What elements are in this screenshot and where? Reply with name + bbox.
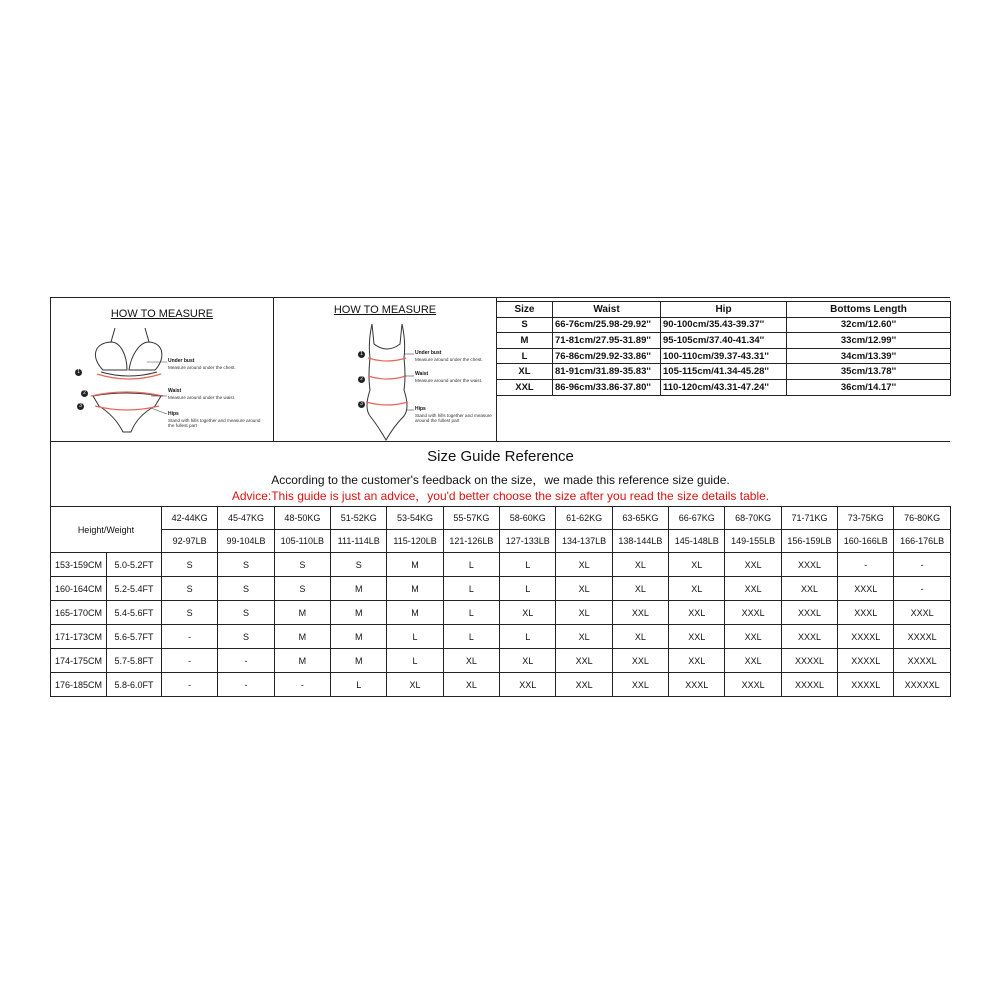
- size-cell: XXL: [725, 649, 781, 673]
- measure-cell: 33cm/12.99'': [787, 333, 951, 349]
- size-cell: XXXL: [894, 601, 950, 625]
- measure-cell: 95-105cm/37.40-41.34'': [661, 333, 787, 349]
- height-cm-cell: 165-170CM: [51, 601, 107, 625]
- weight-lb-header: 138-144LB: [612, 530, 668, 553]
- size-cell: -: [162, 649, 218, 673]
- table-row: [497, 348, 951, 364]
- measure-cell: 81-91cm/31.89-35.83'': [553, 364, 661, 380]
- size-cell: XXXXL: [838, 649, 894, 673]
- size-cell: XXL: [556, 649, 612, 673]
- measure-cell: S: [497, 317, 553, 333]
- note-waist: Waist Measure around under the waist.: [168, 388, 236, 400]
- size-cell: XXXL: [838, 601, 894, 625]
- size-cell: -: [894, 553, 950, 577]
- weight-lb-header: 156-159LB: [781, 530, 837, 553]
- size-cell: XXL: [612, 649, 668, 673]
- size-cell: XXXL: [781, 625, 837, 649]
- measure-cell: 76-86cm/29.92-33.86'': [553, 348, 661, 364]
- note-under-bust: Under bust Measure around under the chest.: [415, 350, 483, 362]
- marker-1: 1: [75, 369, 82, 376]
- measure-cell: L: [497, 348, 553, 364]
- marker-2: 2: [81, 390, 88, 397]
- size-guide-advice: Advice:This guide is just an advice，you'd better choose the size after you read the size details table.: [231, 489, 770, 503]
- weight-kg-header: 42-44KG: [162, 507, 218, 530]
- measure-cell: 71-81cm/27.95-31.89'': [553, 333, 661, 349]
- size-cell: XXL: [725, 625, 781, 649]
- weight-kg-header: 71-71KG: [781, 507, 837, 530]
- weight-kg-header: 55-57KG: [443, 507, 499, 530]
- kg-header-row: [51, 507, 951, 530]
- height-cm-cell: 153-159CM: [51, 553, 107, 577]
- weight-lb-header: 111-114LB: [331, 530, 387, 553]
- size-cell: -: [838, 553, 894, 577]
- size-cell: XXL: [725, 553, 781, 577]
- lb-header-row: [51, 530, 951, 553]
- height-ft-cell: 5.2-5.4FT: [107, 577, 162, 601]
- measure-cell: XXL: [497, 379, 553, 395]
- table-row: [51, 577, 951, 601]
- size-cell: M: [331, 649, 387, 673]
- size-cell: XL: [669, 553, 725, 577]
- height-cm-cell: 171-173CM: [51, 625, 107, 649]
- note-hips: Hips Stand with hills together and measure around the fullest part: [168, 411, 261, 429]
- table-row: [497, 364, 951, 380]
- size-cell: XL: [612, 625, 668, 649]
- table-row: [51, 601, 951, 625]
- measure-cell: 86-96cm/33.86-37.80'': [553, 379, 661, 395]
- size-cell: XXXL: [725, 601, 781, 625]
- measure-header-1: Waist: [553, 302, 661, 318]
- measure-cell: 105-115cm/41.34-45.28'': [661, 364, 787, 380]
- size-cell: -: [894, 577, 950, 601]
- note-hips: Hips Stand with hills together and measure around the fullest part: [415, 406, 492, 424]
- size-cell: XXL: [781, 577, 837, 601]
- weight-kg-header: 63-65KG: [612, 507, 668, 530]
- height-weight-label: Height/Weight: [51, 507, 162, 553]
- size-cell: XL: [500, 601, 556, 625]
- measure-cell: 110-120cm/43.31-47.24'': [661, 379, 787, 395]
- size-cell: L: [387, 649, 443, 673]
- size-cell: XXXXL: [894, 649, 950, 673]
- weight-kg-header: 61-62KG: [556, 507, 612, 530]
- weight-kg-header: 68-70KG: [725, 507, 781, 530]
- table-row: [51, 553, 951, 577]
- size-cell: XXL: [556, 673, 612, 697]
- measure-header-2: Hip: [661, 302, 787, 318]
- size-cell: M: [331, 625, 387, 649]
- weight-lb-header: 145-148LB: [669, 530, 725, 553]
- size-cell: XL: [387, 673, 443, 697]
- size-cell: XXXXL: [781, 673, 837, 697]
- size-cell: XL: [556, 577, 612, 601]
- how-to-measure-title: HOW TO MEASURE: [110, 308, 214, 320]
- size-cell: XXXXXL: [894, 673, 950, 697]
- weight-kg-header: 58-60KG: [500, 507, 556, 530]
- size-cell: XL: [669, 577, 725, 601]
- measure-cell: XL: [497, 364, 553, 380]
- measure-cell: 100-110cm/39.37-43.31'': [661, 348, 787, 364]
- size-cell: XXL: [669, 625, 725, 649]
- size-cell: XXXL: [725, 673, 781, 697]
- measurements-panel: [496, 297, 950, 442]
- size-cell: -: [274, 673, 330, 697]
- weight-kg-header: 51-52KG: [331, 507, 387, 530]
- size-cell: S: [162, 601, 218, 625]
- weight-lb-header: 149-155LB: [725, 530, 781, 553]
- size-cell: L: [500, 553, 556, 577]
- size-cell: XXXXL: [781, 649, 837, 673]
- size-cell: -: [162, 673, 218, 697]
- size-chart-sheet: [50, 297, 950, 699]
- height-ft-cell: 5.4-5.6FT: [107, 601, 162, 625]
- size-cell: XL: [556, 601, 612, 625]
- measure-panel-onepiece: [273, 297, 497, 442]
- weight-lb-header: 160-166LB: [838, 530, 894, 553]
- size-cell: -: [162, 625, 218, 649]
- height-ft-cell: 5.6-5.7FT: [107, 625, 162, 649]
- table-row: [51, 649, 951, 673]
- size-cell: S: [162, 553, 218, 577]
- size-cell: XXXL: [781, 601, 837, 625]
- table-row: [497, 317, 951, 333]
- size-guide-header: [50, 441, 950, 507]
- marker-3: 3: [77, 403, 84, 410]
- note-under-bust: Under bust Measure around under the chest.: [168, 358, 236, 370]
- measure-header-0: Size: [497, 302, 553, 318]
- size-cell: XL: [612, 577, 668, 601]
- size-cell: M: [331, 577, 387, 601]
- weight-lb-header: 115-120LB: [387, 530, 443, 553]
- size-cell: S: [218, 601, 274, 625]
- height-ft-cell: 5.7-5.8FT: [107, 649, 162, 673]
- size-cell: L: [500, 625, 556, 649]
- size-cell: XXL: [612, 601, 668, 625]
- size-guide-subtitle: According to the customer's feedback on the size，we made this reference size guide.: [271, 473, 730, 487]
- height-cm-cell: 174-175CM: [51, 649, 107, 673]
- size-cell: L: [500, 577, 556, 601]
- size-cell: S: [274, 577, 330, 601]
- size-cell: -: [218, 673, 274, 697]
- size-cell: XXXXL: [838, 625, 894, 649]
- size-cell: M: [274, 601, 330, 625]
- weight-lb-header: 105-110LB: [274, 530, 330, 553]
- weight-kg-header: 53-54KG: [387, 507, 443, 530]
- measure-header-3: Bottoms Length: [787, 302, 951, 318]
- size-cell: L: [443, 553, 499, 577]
- size-cell: S: [218, 577, 274, 601]
- size-cell: M: [274, 649, 330, 673]
- size-guide-title: Size Guide Reference: [427, 448, 574, 465]
- size-cell: XXXXL: [894, 625, 950, 649]
- measure-cell: 90-100cm/35.43-39.37'': [661, 317, 787, 333]
- size-cell: XXXL: [838, 577, 894, 601]
- size-cell: L: [331, 673, 387, 697]
- weight-lb-header: 134-137LB: [556, 530, 612, 553]
- size-cell: S: [274, 553, 330, 577]
- size-cell: XL: [556, 553, 612, 577]
- size-cell: M: [331, 601, 387, 625]
- height-ft-cell: 5.8-6.0FT: [107, 673, 162, 697]
- height-cm-cell: 176-185CM: [51, 673, 107, 697]
- size-cell: L: [443, 577, 499, 601]
- measure-cell: 66-76cm/25.98-29.92'': [553, 317, 661, 333]
- size-cell: S: [218, 553, 274, 577]
- size-cell: L: [443, 601, 499, 625]
- size-cell: XL: [443, 673, 499, 697]
- size-cell: L: [443, 625, 499, 649]
- size-cell: S: [331, 553, 387, 577]
- marker-3: 3: [358, 401, 365, 408]
- height-ft-cell: 5.0-5.2FT: [107, 553, 162, 577]
- size-cell: XXXL: [781, 553, 837, 577]
- weight-kg-header: 66-67KG: [669, 507, 725, 530]
- measurements-table: [496, 301, 951, 396]
- size-cell: XL: [500, 649, 556, 673]
- table-row: [51, 625, 951, 649]
- weight-kg-header: 76-80KG: [894, 507, 950, 530]
- size-cell: XXL: [725, 577, 781, 601]
- measure-cell: M: [497, 333, 553, 349]
- size-cell: XXL: [500, 673, 556, 697]
- measure-cell: 32cm/12.60'': [787, 317, 951, 333]
- marker-1: 1: [358, 351, 365, 358]
- weight-kg-header: 73-75KG: [838, 507, 894, 530]
- size-cell: XXL: [669, 649, 725, 673]
- size-guide-table: [50, 506, 951, 697]
- size-cell: M: [274, 625, 330, 649]
- measure-panel-bikini: [50, 297, 274, 442]
- weight-lb-header: 92-97LB: [162, 530, 218, 553]
- note-waist: Waist Measure around under the waist.: [415, 371, 483, 383]
- size-cell: M: [387, 577, 443, 601]
- size-cell: XXL: [612, 673, 668, 697]
- size-cell: XXXL: [669, 673, 725, 697]
- marker-2: 2: [358, 376, 365, 383]
- size-cell: M: [387, 553, 443, 577]
- measure-cell: 35cm/13.78'': [787, 364, 951, 380]
- size-cell: XL: [443, 649, 499, 673]
- size-cell: XL: [556, 625, 612, 649]
- height-cm-cell: 160-164CM: [51, 577, 107, 601]
- weight-lb-header: 127-133LB: [500, 530, 556, 553]
- how-to-measure-title: HOW TO MEASURE: [333, 304, 437, 316]
- size-cell: XXXXL: [838, 673, 894, 697]
- size-cell: L: [387, 625, 443, 649]
- size-cell: XXL: [669, 601, 725, 625]
- size-cell: S: [162, 577, 218, 601]
- measure-cell: 34cm/13.39'': [787, 348, 951, 364]
- weight-lb-header: 99-104LB: [218, 530, 274, 553]
- size-cell: XL: [612, 553, 668, 577]
- table-row: [497, 333, 951, 349]
- weight-kg-header: 45-47KG: [218, 507, 274, 530]
- size-cell: S: [218, 625, 274, 649]
- weight-lb-header: 166-176LB: [894, 530, 950, 553]
- size-cell: M: [387, 601, 443, 625]
- weight-lb-header: 121-126LB: [443, 530, 499, 553]
- size-cell: -: [218, 649, 274, 673]
- weight-kg-header: 48-50KG: [274, 507, 330, 530]
- table-row: [497, 379, 951, 395]
- measure-cell: 36cm/14.17'': [787, 379, 951, 395]
- table-row: [51, 673, 951, 697]
